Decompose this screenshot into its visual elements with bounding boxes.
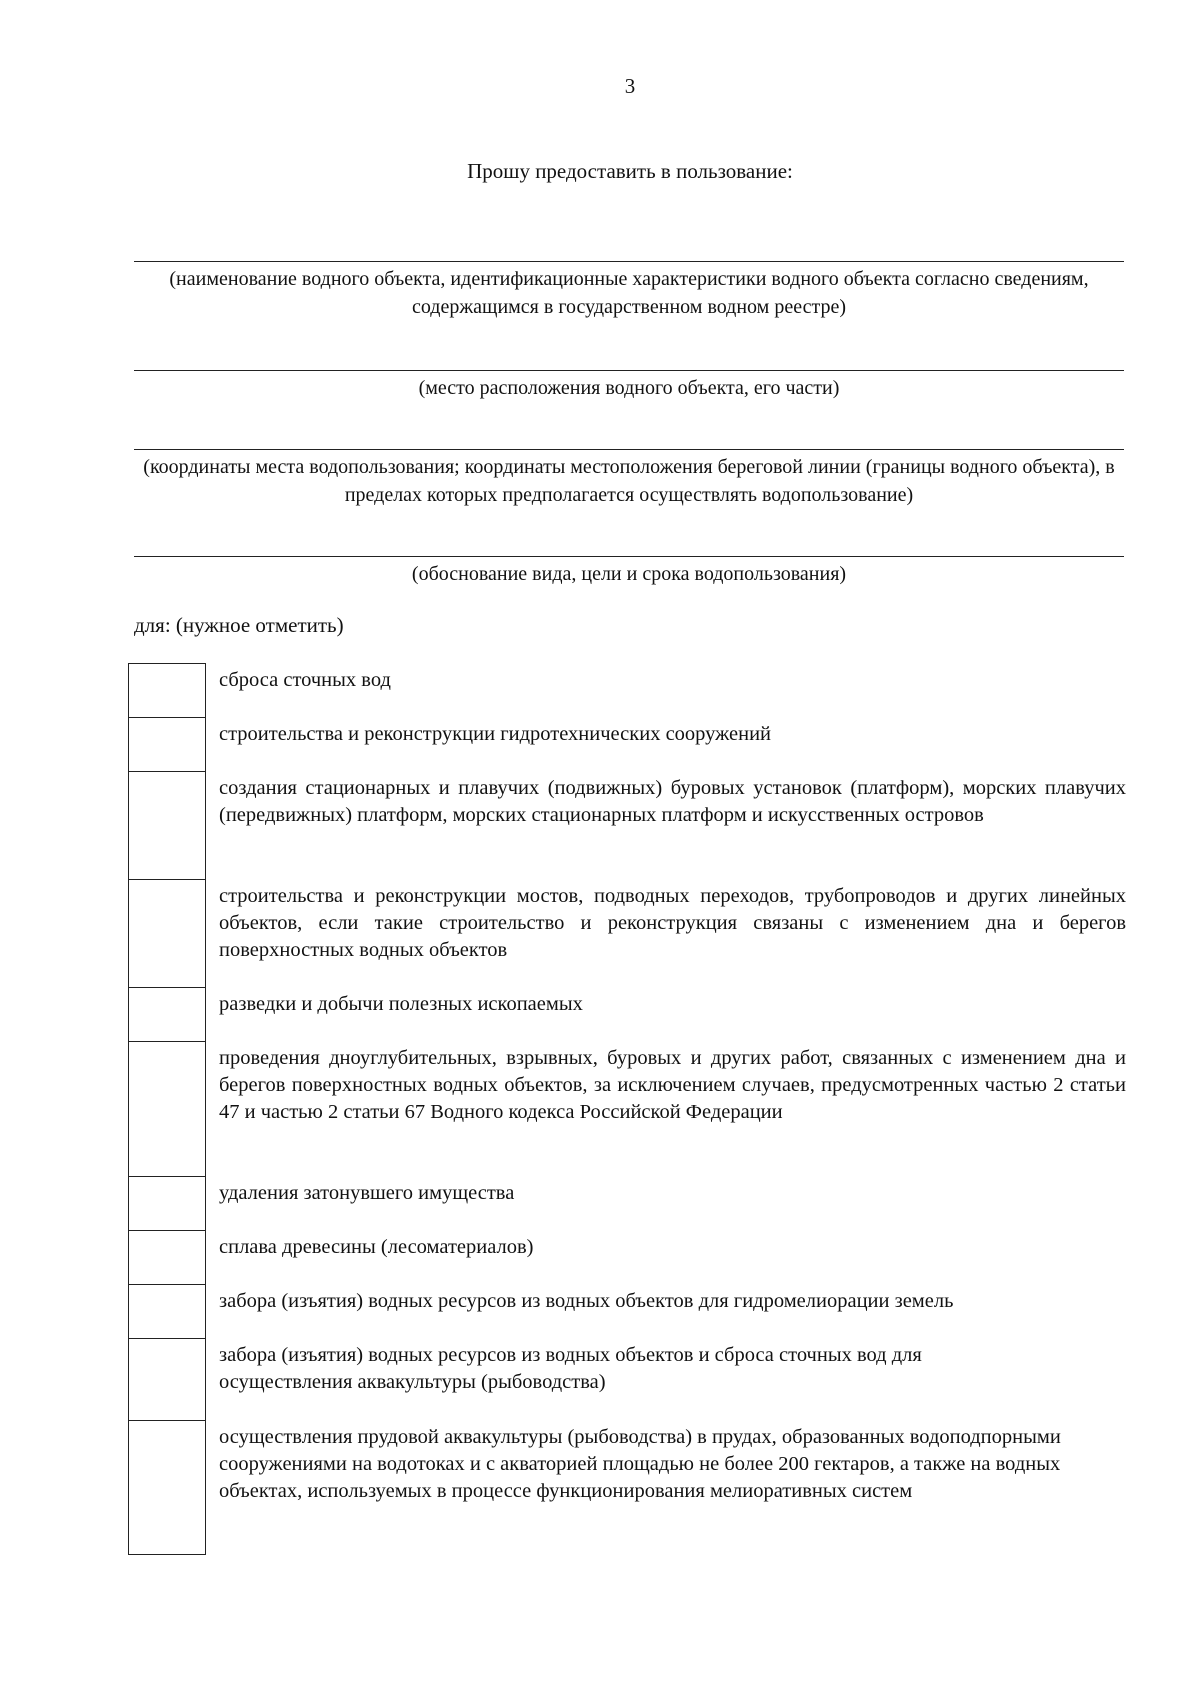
- option-row: [128, 1284, 1126, 1338]
- option-label: осуществления прудовой аквакультуры (рыбоводства) в прудах, образованных водоподпорными сооружениями на водотоках и с акваторией площадью не более 200 гектаров, а также на водных объектах, используемых в процессе функционирования мелиоративных систем: [219, 1426, 1061, 1502]
- option-checkbox[interactable]: [128, 1420, 206, 1555]
- water-object-location-field[interactable]: [134, 370, 1124, 402]
- option-checkbox[interactable]: [128, 987, 206, 1041]
- fill-in-line: [134, 556, 1124, 557]
- field-caption: (обоснование вида, цели и срока водопользования): [411, 563, 847, 585]
- request-heading: Прошу предоставить в пользование:: [467, 159, 793, 183]
- water-use-coordinates-field[interactable]: [134, 449, 1124, 509]
- option-row: [128, 1338, 1126, 1420]
- field-caption: (место расположения водного объекта, его части): [418, 377, 840, 399]
- option-row: [128, 879, 1126, 987]
- water-object-name-field[interactable]: [134, 261, 1124, 321]
- option-row: [128, 1176, 1126, 1230]
- option-row: [128, 1041, 1126, 1176]
- fill-in-line: [134, 261, 1124, 262]
- page-number: 3: [624, 74, 636, 98]
- option-row: [128, 987, 1126, 1041]
- purpose-options-table: [128, 663, 1126, 1555]
- option-checkbox[interactable]: [128, 1041, 206, 1176]
- option-row: [128, 1230, 1126, 1284]
- option-label: проведения дноуглубительных, взрывных, буровых и других работ, связанных с изменением дна и берегов поверхностных водных объектов, за исключением случаев, предусмотренных частью 2 статьи 47 и частью 2 статьи 67 Водного кодекса Российской Федерации: [219, 1047, 1126, 1123]
- fill-in-line: [134, 449, 1124, 450]
- option-label: забора (изъятия) водных ресурсов из водных объектов для гидромелиорации земель: [219, 1290, 954, 1312]
- option-checkbox[interactable]: [128, 1176, 206, 1230]
- option-checkbox[interactable]: [128, 771, 206, 879]
- option-row: [128, 717, 1126, 771]
- water-use-justification-field[interactable]: [134, 556, 1124, 588]
- option-label: удаления затонувшего имущества: [219, 1182, 515, 1204]
- option-checkbox[interactable]: [128, 879, 206, 987]
- option-checkbox[interactable]: [128, 1284, 206, 1338]
- option-checkbox[interactable]: [128, 1338, 206, 1420]
- fill-in-line: [134, 370, 1124, 371]
- option-checkbox[interactable]: [128, 663, 206, 717]
- options-instruction: для: (нужное отметить): [134, 613, 344, 637]
- option-checkbox[interactable]: [128, 1230, 206, 1284]
- option-row: [128, 771, 1126, 879]
- option-label: забора (изъятия) водных ресурсов из водных объектов и сброса сточных вод для осуществления аквакультуры (рыбоводства): [219, 1344, 922, 1393]
- field-caption: (координаты места водопользования; координаты местоположения береговой линии (границы водного объекта), в пределах которых предполагается осуществлять водопользование): [143, 456, 1115, 506]
- option-label: сплава древесины (лесоматериалов): [219, 1236, 534, 1258]
- option-checkbox[interactable]: [128, 717, 206, 771]
- option-label: строительства и реконструкции гидротехнических сооружений: [219, 723, 772, 745]
- option-label: разведки и добычи полезных ископаемых: [219, 993, 583, 1015]
- option-row: [128, 1420, 1126, 1555]
- option-row: [128, 663, 1126, 717]
- option-label: создания стационарных и плавучих (подвижных) буровых установок (платформ), морских плавучих (передвижных) платформ, морских стационарных платформ и искусственных островов: [219, 777, 1126, 826]
- option-label: строительства и реконструкции мостов, подводных переходов, трубопроводов и других линейных объектов, если такие строительство и реконструкция связаны с изменением дна и берегов поверхностных водных объектов: [219, 885, 1126, 961]
- option-label: сброса сточных вод: [219, 669, 391, 691]
- field-caption: (наименование водного объекта, идентификационные характеристики водного объекта согласно сведениям, содержащимся в государственном водном реестре): [169, 268, 1089, 318]
